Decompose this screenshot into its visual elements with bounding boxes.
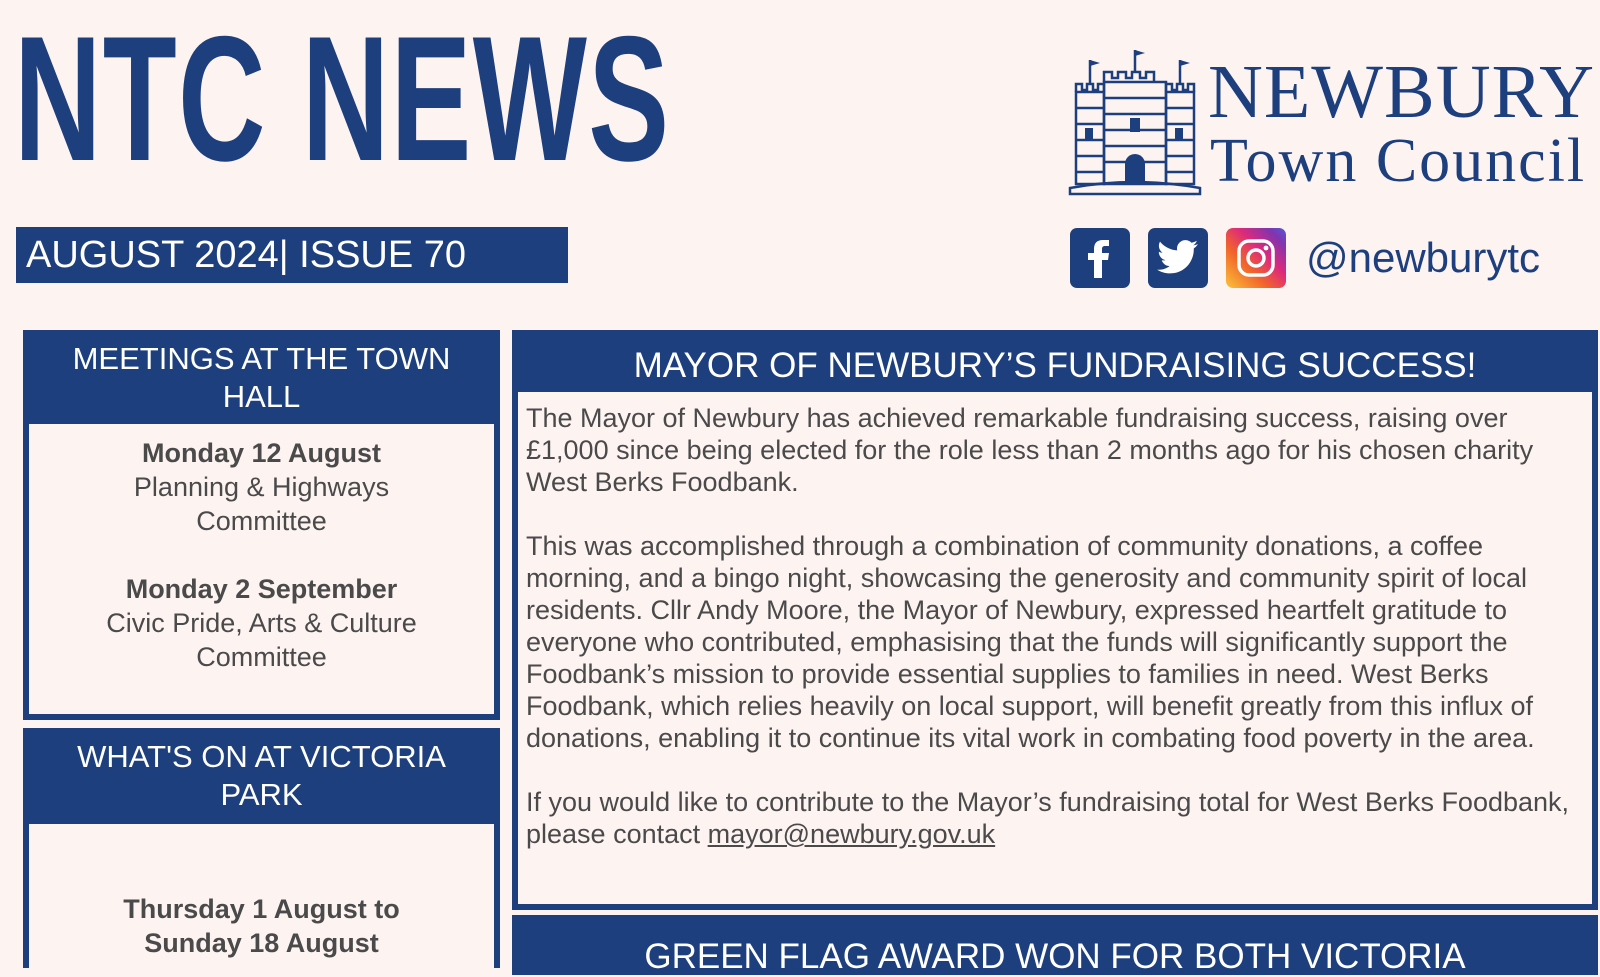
victoria-park-heading: WHAT'S ON AT VICTORIA PARK [77,739,446,812]
article-body [518,392,1592,904]
logo-wordmark-line2: Town Council [1210,127,1587,195]
castle-icon [1070,48,1200,194]
victoria-park-panel [23,728,500,968]
park-event-date: Thursday 1 August to Sunday 18 August [123,894,400,958]
meetings-panel [23,330,500,720]
facebook-icon[interactable] [1070,228,1130,288]
social-links [1070,227,1540,289]
social-handle[interactable]: @newburytc [1306,234,1541,281]
article-paragraph: This was accomplished through a combination of community donations, a coffee morning, and a bingo night, showcasing the generosity and community spirit of local residents. Cllr Andy Moore, the Mayor of Newbury, expressed heartfelt gratitude to everyone who contributed, emphasising that the funds will significantly support the Foodbank’s mission to provide essential supplies to families in need. West Berks Foodbank, which relies heavily on local support, will benefit greatly from this influx of donations, enabling it to continue its vital work in combating food poverty in the area. [526,531,1535,753]
article-paragraph [526,786,1584,850]
victoria-park-list [29,824,494,968]
issue-banner: AUGUST 2024| ISSUE 70 [16,227,568,283]
article-paragraph: The Mayor of Newbury has achieved remarkable fundraising success, raising over £1,000 since being elected for the role less than 2 months ago for his chosen charity West Berks Foodbank. [526,403,1534,497]
green-flag-heading: GREEN FLAG AWARD WON FOR BOTH VICTORIA [644,937,1466,976]
meetings-heading: MEETINGS AT THE TOWN HALL [72,341,451,414]
green-flag-article [512,915,1598,975]
meetings-list [29,424,494,714]
meeting-date: Monday 12 August [141,438,382,468]
meeting-date: Monday 2 September [125,574,398,604]
mayor-email-link[interactable]: mayor@newbury.gov.uk [707,819,996,849]
park-event-item [29,892,494,960]
instagram-icon[interactable] [1226,228,1286,288]
meeting-name: Planning & Highways Committee [133,472,390,536]
article-heading: MAYOR OF NEWBURY’S FUNDRAISING SUCCESS! [633,346,1477,385]
contact-text: If you would like to contribute to the Mayor’s fundraising total for West Berks Foodbank, please contact [526,787,1570,849]
mayor-article [512,330,1598,910]
newsletter-title: NTC NEWS [14,0,671,198]
council-logo [1070,48,1595,198]
meeting-item [29,436,494,538]
logo-wordmark-line1: NEWBURY [1208,50,1595,134]
meeting-item [29,572,494,674]
twitter-icon[interactable] [1148,228,1208,288]
meeting-name: Civic Pride, Arts & Culture Committee [106,608,417,672]
